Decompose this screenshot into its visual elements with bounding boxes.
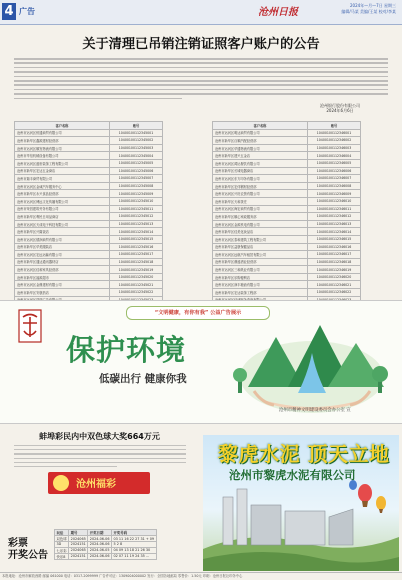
draw-notice-line: 开奖公告 — [8, 550, 48, 561]
account-number-cell: 10400100112346017 — [308, 251, 361, 259]
table-row — [213, 220, 361, 228]
text-line — [14, 462, 186, 463]
account-number-cell: 10400100112346010 — [308, 197, 361, 205]
account-number-cell: 10400100112345005 — [110, 159, 163, 167]
customer-name-cell: 沧州市运河区鸿运餐饮有限公司 — [213, 159, 308, 167]
col-account-number: 账号 — [308, 122, 361, 130]
customer-name-cell: 沧州市新华区建兴五金店 — [213, 152, 308, 160]
customer-name-cell: 沧州市新华区华美服装店 — [15, 243, 110, 251]
table-row — [15, 281, 163, 289]
draw-cell: 2024151 — [70, 542, 86, 547]
table-row — [15, 258, 163, 266]
announcement-title: 关于清理已吊销注销证照客户账户的公告 — [82, 37, 320, 52]
text-line — [14, 466, 117, 467]
customer-name-cell: 沧州市运河区东方印务有限公司 — [213, 175, 308, 183]
section-label: 广告 — [19, 7, 35, 16]
account-number-cell: 10400100112345016 — [110, 243, 163, 251]
table-row — [15, 289, 163, 297]
env-subtitle: 低碳出行 健康你我 — [99, 373, 187, 385]
table-row — [15, 213, 163, 221]
issuer-name: 沧州银行股份有限公司 — [320, 103, 360, 108]
account-number-cell: 10400100112346008 — [308, 182, 361, 190]
draw-cell: 03 11 16 22 27 31 + 09 — [113, 536, 155, 541]
customer-name-cell: 沧州市运河区恒通商贸有限公司 — [15, 129, 110, 137]
table-row — [15, 205, 163, 213]
text-line — [14, 89, 388, 91]
account-number-cell: 10400100112346003 — [308, 144, 361, 152]
table-row — [213, 258, 361, 266]
draw-cell: 期号 — [69, 530, 88, 536]
draw-cell: 开奖号码 — [112, 530, 157, 536]
account-number-cell: 10400100112345021 — [110, 281, 163, 289]
table-row — [213, 137, 361, 145]
customer-name-cell: 沧州市运河区三和纸业有限公司 — [213, 266, 308, 274]
accounts-table-left — [14, 121, 163, 312]
draw-cell: 快乐8 — [55, 553, 69, 559]
draw-cell: 5 2 8 — [112, 542, 157, 548]
table-row — [15, 190, 163, 198]
customer-name-cell: 沧州市运河区佳和家具经营部 — [15, 266, 110, 274]
col-account-number: 账号 — [110, 122, 163, 130]
draw-cell: 玩法 — [55, 530, 69, 536]
account-number-cell: 10400100112346016 — [308, 243, 361, 251]
header-meta — [341, 3, 396, 15]
text-line — [14, 76, 388, 78]
draw-table-row — [55, 553, 157, 559]
table-row — [213, 243, 361, 251]
customer-name-cell: 沧州市新华区永兴食品经营部 — [15, 190, 110, 198]
account-number-cell: 10400100112345010 — [110, 197, 163, 205]
draw-cell: 2024-06-05 — [89, 548, 110, 553]
table-row — [213, 182, 361, 190]
text-line — [14, 458, 186, 459]
account-number-cell: 10400100112345011 — [110, 205, 163, 213]
text-line — [14, 449, 186, 450]
table-row — [15, 235, 163, 243]
text-line — [14, 93, 388, 95]
account-number-cell: 10400100112346015 — [308, 235, 361, 243]
account-number-cell: 10400100112345014 — [110, 228, 163, 236]
account-number-cell: 10400100112345020 — [110, 273, 163, 281]
draw-cell: 双色球 — [56, 537, 67, 541]
col-customer-name: 客户名称 — [213, 122, 308, 130]
issuer-date: 2024年6月6日 — [326, 108, 354, 113]
account-number-cell: 10400100112346001 — [308, 129, 361, 137]
draw-cell: 七乐彩 — [56, 548, 67, 553]
customer-name-cell: 沧州市新华区福源超市 — [15, 273, 110, 281]
table-row — [213, 175, 361, 183]
cement-ad — [203, 435, 399, 571]
customer-name-cell: 沧州市运河区天成电子科技有限公司 — [15, 220, 110, 228]
table-row — [15, 129, 163, 137]
account-number-cell: 10400100112346002 — [308, 137, 361, 145]
account-number-cell: 10400100112346021 — [308, 281, 361, 289]
announcement-signature — [290, 103, 390, 113]
customer-name-cell: 沧州市新华区顺心家政服务部 — [213, 213, 308, 221]
account-number-cell: 10400100112346006 — [308, 167, 361, 175]
account-number-cell: 10400100112345003 — [110, 144, 163, 152]
cement-company: 沧州市黎虎水泥有限公司 — [229, 468, 356, 482]
table-row — [213, 228, 361, 236]
table-row — [213, 144, 361, 152]
lottery-article-body — [14, 445, 186, 470]
welfare-lottery-logo — [48, 472, 150, 494]
accounts-table-right — [212, 121, 361, 312]
customer-name-cell: 沧州市运河区明达商贸有限公司 — [213, 129, 308, 137]
table-row — [15, 175, 163, 183]
account-number-cell: 10400100112345006 — [110, 167, 163, 175]
table-row — [15, 251, 163, 259]
account-number-cell: 10400100112346011 — [308, 205, 361, 213]
env-title: 保护环境 — [66, 333, 187, 367]
customer-name-cell: 沧州市运河区金鼎建材有限公司 — [15, 281, 110, 289]
table-row — [15, 197, 163, 205]
account-number-cell: 10400100112346004 — [308, 152, 361, 160]
table-row — [213, 190, 361, 198]
table-row — [15, 152, 163, 160]
draw-cell: 02 07 11 19 24 35 ... — [112, 553, 157, 559]
customer-name-cell: 沧州市运河区金诚汽车服务中心 — [15, 182, 110, 190]
draw-cell: 2024151 — [70, 554, 86, 559]
account-number-cell: 10400100112345007 — [110, 175, 163, 183]
editors-line: 编辑/马某 美编/王某 校对/李某 — [341, 9, 396, 14]
account-number-cell: 10400100112346020 — [308, 273, 361, 281]
account-number-cell: 10400100112346005 — [308, 159, 361, 167]
env-credit: 沧州市精神文明建设委员会办公室 宣 — [279, 408, 351, 413]
account-number-cell: 10400100112346007 — [308, 175, 361, 183]
table-row — [213, 289, 361, 297]
draw-cell: 开奖日期 — [88, 530, 112, 536]
account-number-cell: 10400100112345002 — [110, 137, 163, 145]
draw-notice-label — [8, 538, 48, 562]
lottery-brand: 沧州福彩 — [76, 479, 116, 490]
table-row — [213, 251, 361, 259]
table-row — [213, 235, 361, 243]
text-line — [14, 58, 388, 60]
draw-notice-line: 彩票 — [8, 538, 28, 549]
customer-name-cell: 沧州市新华区佳美化妆品店 — [213, 228, 308, 236]
draw-cell: 2024-06-06 — [89, 542, 110, 547]
customer-name-cell: 沧州市新华区益康保健品店 — [213, 243, 308, 251]
table-row — [15, 137, 163, 145]
text-line — [14, 62, 388, 64]
table-row — [213, 159, 361, 167]
table-row — [15, 220, 163, 228]
text-line — [14, 453, 186, 454]
customer-name-cell: 沧州市新华区天和茶庄 — [213, 197, 308, 205]
account-number-cell: 10400100112345009 — [110, 190, 163, 198]
cement-headline: 黎虎水泥 顶天立地 — [218, 442, 390, 466]
account-number-cell: 10400100112345022 — [110, 289, 163, 297]
customer-name-cell: 沧州市运河区远航汽车租赁有限公司 — [213, 251, 308, 259]
lottery-headline: 蚌埠彩民内中双色球大奖664万元 — [39, 432, 160, 441]
account-number-cell: 10400100112345004 — [110, 152, 163, 160]
customer-name-cell: 沧州市运河区宏远运输有限公司 — [15, 251, 110, 259]
table-row — [213, 167, 361, 175]
account-number-cell: 10400100112346014 — [308, 228, 361, 236]
account-number-cell: 10400100112346013 — [308, 220, 361, 228]
customer-name-cell: 沧州市新华区鼎盛酒业经营部 — [213, 258, 308, 266]
table-row — [15, 228, 163, 236]
account-number-cell: 10400100112345001 — [110, 129, 163, 137]
draw-cell: 2024065 — [70, 536, 86, 541]
cement-landscape-illustration — [203, 479, 399, 571]
table-row — [213, 266, 361, 274]
customer-name-cell: 沧州市新华区宏伟钢材经营部 — [213, 182, 308, 190]
account-number-cell: 10400100112345019 — [110, 266, 163, 274]
text-line — [14, 80, 388, 82]
table-row — [15, 273, 163, 281]
customer-name-cell: 沧州市新华区兴隆饭店 — [15, 228, 110, 236]
account-number-cell: 10400100112346019 — [308, 266, 361, 274]
customer-name-cell: 沧州市新华区宏达装饰工程部 — [213, 289, 308, 297]
customer-name-cell: 沧州市新华区长城电器商店 — [213, 167, 308, 175]
issue-date: 2024年—月—7日 星期三 — [350, 3, 396, 8]
customer-name-cell: 沧州市运河区润丰粮油有限公司 — [213, 281, 308, 289]
account-number-cell: 10400100112345018 — [110, 258, 163, 266]
page-number: 4 — [2, 3, 16, 20]
account-number-cell: 10400100112345017 — [110, 251, 163, 259]
customer-name-cell: 沧州市运河区金源机电有限公司 — [213, 220, 308, 228]
customer-name-cell: 沧州市运河区博远文化传播有限公司 — [15, 197, 110, 205]
account-number-cell: 10400100112345008 — [110, 182, 163, 190]
table-row — [15, 167, 163, 175]
account-number-cell: 10400100112346018 — [308, 258, 361, 266]
draw-cell: 2024-06-06 — [89, 554, 110, 559]
civic-seal-icon — [18, 309, 42, 343]
account-number-cell: 10400100112345013 — [110, 220, 163, 228]
table-row — [15, 159, 163, 167]
customer-name-cell: 沧州市运河区海宏商贸有限公司 — [213, 205, 308, 213]
nature-illustration — [228, 317, 396, 415]
account-number-cell: 10400100112346012 — [308, 213, 361, 221]
table-row — [213, 152, 361, 160]
customer-name-cell: 沧州市运河区顺发物流有限公司 — [15, 144, 110, 152]
customer-name-cell: 沧州市新华区安康药店 — [15, 289, 110, 297]
customer-name-cell: 沧州市新华区宏达五金商店 — [15, 167, 110, 175]
page-header — [0, 0, 402, 25]
announcement-body — [14, 58, 388, 100]
text-line — [14, 98, 182, 100]
table-row — [213, 205, 361, 213]
newspaper-logo: 沧州日报 — [258, 7, 298, 18]
account-number-cell: 10400100112345012 — [110, 213, 163, 221]
customer-name-cell: 沧州市华信机械设备有限公司 — [15, 152, 110, 160]
table-row — [213, 273, 361, 281]
table-row — [15, 144, 163, 152]
table-row — [213, 281, 361, 289]
customer-name-cell: 沧州市运河区兴旺农资有限公司 — [213, 190, 308, 198]
customer-name-cell: 沧州市运河区盛世装饰工程有限公司 — [15, 159, 110, 167]
draw-cell: 04 09 13 18 21 26 30 — [112, 547, 157, 553]
customer-name-cell: 沧州市荣昌建筑劳务有限公司 — [15, 205, 110, 213]
account-number-cell: 10400100112346009 — [308, 190, 361, 198]
customer-name-cell: 沧州市新华区百顺汽配经营部 — [213, 137, 308, 145]
lottery-section — [0, 423, 199, 571]
customer-name-cell: 沧州市新华区鑫源建材经营部 — [15, 137, 110, 145]
text-line — [14, 84, 388, 86]
lottery-emblem-icon — [53, 475, 69, 491]
customer-name-cell: 沧州市新华区利民日用品商店 — [15, 213, 110, 221]
col-customer-name: 客户名称 — [15, 122, 110, 130]
draw-cell: 2024065 — [70, 548, 86, 553]
table-row — [15, 182, 163, 190]
account-number-cell: 10400100112346022 — [308, 289, 361, 297]
customer-name-cell: 沧州市新华区乐购便利店 — [213, 273, 308, 281]
customer-name-cell: 沧州市新华区通达通讯器材店 — [15, 258, 110, 266]
page-footer: 本报地址：沧州市解放西路 邮编 061000 电话：0317-2099999 广告许可证：1309004000002 发行：全国各地邮局 零售价：1.50元 印刷：沧州日报社印务中心 — [0, 572, 402, 580]
table-row — [213, 197, 361, 205]
table-row — [15, 266, 163, 274]
customer-name-cell: 沧州市运河区泰和建筑工程有限公司 — [213, 235, 308, 243]
env-slogan: “文明健康，有你有我” 公益广告展示 — [126, 306, 270, 320]
table-row — [213, 213, 361, 221]
customer-name-cell: 沧州市运河区德润商贸有限公司 — [15, 235, 110, 243]
draw-cell: 2024-06-06 — [89, 536, 110, 541]
environment-ad — [0, 300, 402, 424]
customer-name-cell: 沧州市运河区华通物流有限公司 — [213, 144, 308, 152]
table-row — [213, 129, 361, 137]
text-line — [14, 445, 186, 446]
account-number-cell: 10400100112345015 — [110, 235, 163, 243]
customer-name-cell: 沧州市瑞丰商贸有限公司 — [15, 175, 110, 183]
text-line — [14, 67, 388, 69]
table-row — [15, 243, 163, 251]
draw-results-table — [54, 529, 157, 560]
draw-cell: 3D — [55, 542, 69, 548]
text-line — [14, 71, 388, 73]
